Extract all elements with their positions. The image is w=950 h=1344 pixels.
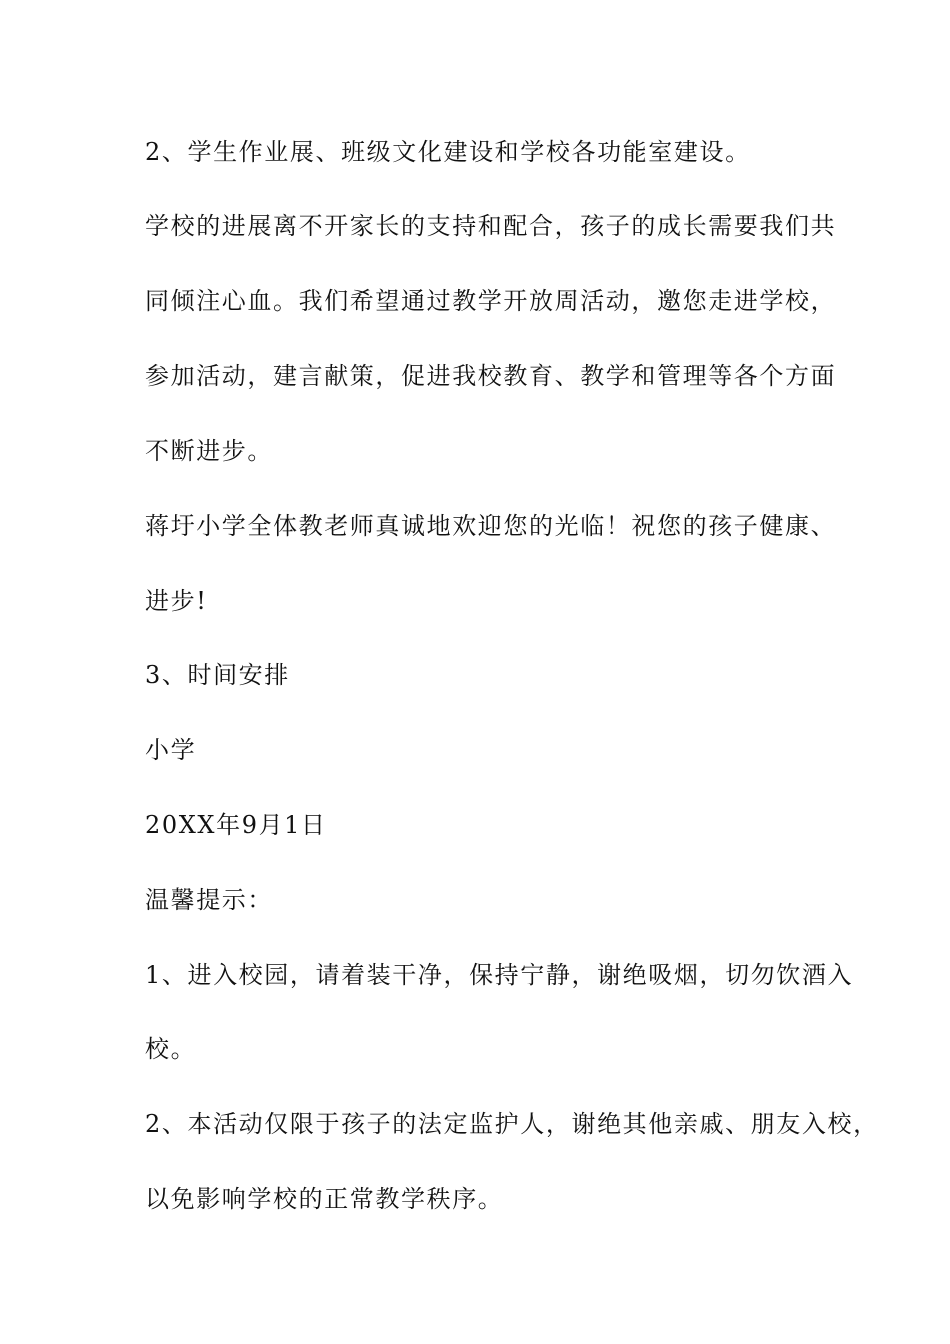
text-line-paragraph1: 不断进步。 — [145, 437, 273, 465]
text-line-paragraph1: 参加活动，建言献策，促进我校教育、教学和管理等各个方面 — [145, 362, 837, 390]
text-line-paragraph1: 同倾注心血。我们希望通过教学开放周活动，邀您走进学校， — [145, 287, 837, 315]
text-line-item2: 2、学生作业展、班级文化建设和学校各功能室建设。 — [145, 138, 751, 166]
text-line-tips-heading: 温馨提示： — [145, 886, 273, 914]
text-line-tip1: 1、进入校园，请着装干净，保持宁静，谢绝吸烟，切勿饮酒入 — [145, 961, 854, 989]
text-line-item3-heading: 3、时间安排 — [145, 661, 290, 689]
text-line-tip2: 2、本活动仅限于孩子的法定监护人，谢绝其他亲戚、朋友入校， — [145, 1110, 879, 1138]
text-line-paragraph2: 进步! — [145, 587, 208, 615]
text-line-date: 20XX年9月1日 — [145, 811, 327, 839]
text-line-paragraph1: 学校的进展离不开家长的支持和配合，孩子的成长需要我们共 — [145, 212, 837, 240]
text-line-tip2: 以免影响学校的正常教学秩序。 — [145, 1185, 504, 1213]
text-line-paragraph2: 蒋圩小学全体教老师真诚地欢迎您的光临！祝您的孩子健康、 — [145, 512, 837, 540]
text-line-signature: 小学 — [145, 736, 197, 764]
text-line-tip1: 校。 — [145, 1035, 197, 1063]
